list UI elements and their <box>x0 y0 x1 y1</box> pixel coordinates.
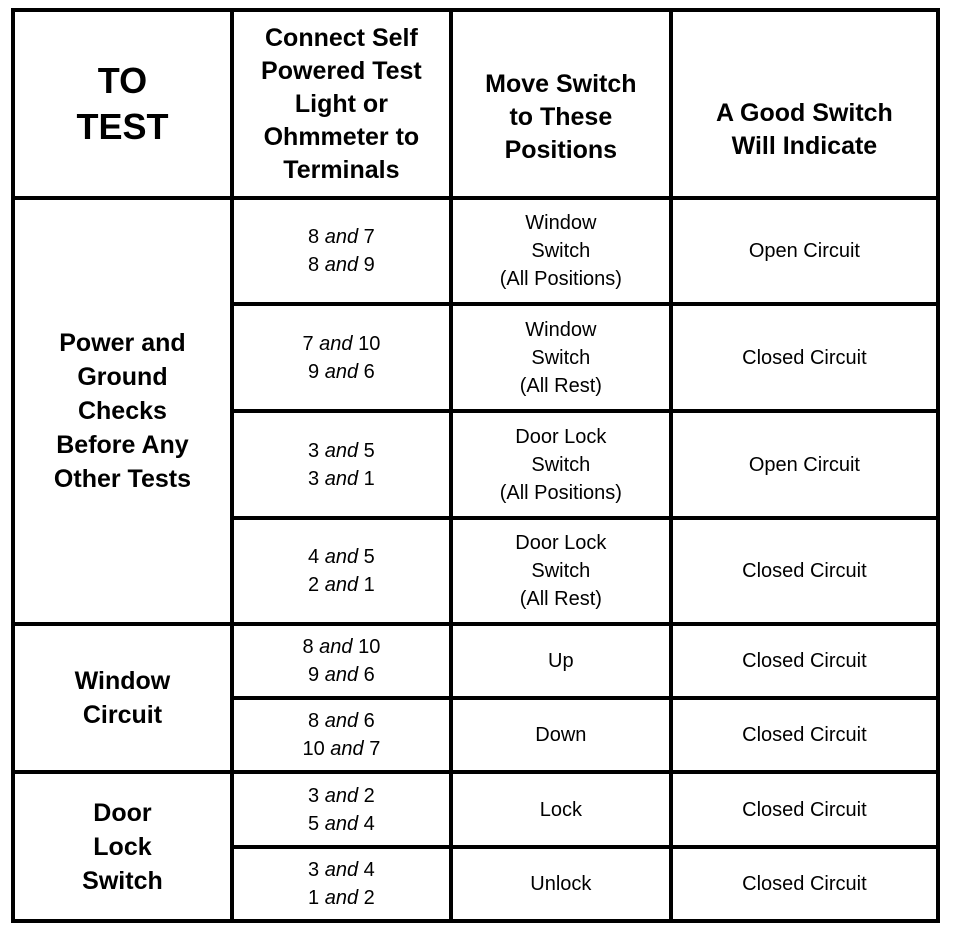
terminal-number: 1 <box>308 887 320 909</box>
terminal-pair <box>234 735 449 763</box>
result-cell: Closed Circuit <box>671 772 938 847</box>
terminals-cell <box>232 304 451 411</box>
terminal-number: 5 <box>363 439 375 462</box>
terminal-number: 8 <box>308 254 320 276</box>
and-word: and <box>324 664 359 686</box>
positions-cell <box>451 698 671 772</box>
terminal-number: 4 <box>363 812 375 835</box>
header-connect <box>232 10 451 198</box>
and-word: and <box>330 738 364 760</box>
positions-cell <box>451 518 671 624</box>
terminal-pair <box>234 437 449 465</box>
and-word: and <box>324 574 359 596</box>
terminal-pair <box>234 782 449 810</box>
terminal-pair <box>234 571 449 599</box>
test-group-label <box>13 624 232 772</box>
terminal-pair <box>234 707 449 735</box>
and-word: and <box>324 710 359 732</box>
terminal-number: 10 <box>302 738 325 760</box>
test-group-label <box>13 772 232 921</box>
header-move <box>451 10 671 198</box>
group-label-line: Before Any <box>56 431 189 459</box>
and-word: and <box>324 439 359 462</box>
and-word: and <box>324 546 359 568</box>
header-line: TEST <box>76 106 169 147</box>
position-line: Switch <box>531 346 591 369</box>
terminal-pair <box>234 251 449 279</box>
position-line: (All Rest) <box>519 374 602 397</box>
terminal-pair <box>234 633 449 661</box>
header-line: to These <box>509 102 613 131</box>
position-line: Switch <box>531 240 591 262</box>
terminal-number: 2 <box>363 784 375 807</box>
test-group-label <box>13 198 232 624</box>
positions-cell <box>451 198 671 304</box>
header-indicate <box>671 10 938 198</box>
terminals-cell <box>232 698 451 772</box>
terminal-number: 2 <box>308 574 320 596</box>
terminal-pair <box>234 358 449 386</box>
and-word: and <box>324 360 359 383</box>
terminal-number: 6 <box>363 710 375 732</box>
header-to-test <box>13 10 232 198</box>
terminal-number: 6 <box>363 664 375 686</box>
position-line: Unlock <box>530 873 592 895</box>
result-cell: Closed Circuit <box>671 518 938 624</box>
terminal-number: 9 <box>308 360 320 383</box>
and-word: and <box>324 859 359 881</box>
terminal-pair <box>234 810 449 838</box>
terminals-cell <box>232 847 451 921</box>
result-cell: Closed Circuit <box>671 624 938 698</box>
position-line: Window <box>525 212 597 234</box>
and-word: and <box>319 332 353 355</box>
group-label-line: Window <box>74 667 171 695</box>
header-row <box>13 10 938 198</box>
terminal-pair <box>234 856 449 884</box>
group-label-line: Lock <box>93 832 152 861</box>
and-word: and <box>319 636 353 658</box>
position-line: (All Rest) <box>519 588 602 610</box>
positions-cell <box>451 847 671 921</box>
position-line: Down <box>535 724 587 746</box>
header-line: Powered Test <box>261 56 422 85</box>
terminal-number: 3 <box>308 439 320 462</box>
terminal-number: 8 <box>308 710 320 732</box>
and-word: and <box>324 784 359 807</box>
terminal-pair <box>234 330 449 358</box>
terminal-pair <box>234 465 449 493</box>
terminal-number: 7 <box>302 332 314 355</box>
terminal-number: 3 <box>308 784 320 807</box>
terminals-cell <box>232 198 451 304</box>
terminal-number: 1 <box>363 467 375 490</box>
switch-test-table <box>11 8 940 923</box>
and-word: and <box>324 254 359 276</box>
result-cell: Open Circuit <box>671 198 938 304</box>
positions-cell <box>451 772 671 847</box>
result-cell: Closed Circuit <box>671 304 938 411</box>
group-label-line: Ground <box>77 363 168 391</box>
table-body <box>13 198 938 921</box>
position-line: Lock <box>539 798 582 821</box>
result-cell: Open Circuit <box>671 411 938 518</box>
position-line: Window <box>525 318 597 341</box>
terminal-pair <box>234 223 449 251</box>
group-label-line: Circuit <box>82 701 163 729</box>
header-line: Ohmmeter to <box>263 122 420 151</box>
terminal-number: 8 <box>308 226 320 248</box>
terminal-number: 5 <box>363 546 375 568</box>
group-label-line: Checks <box>77 397 167 425</box>
table-row <box>13 624 938 698</box>
result-cell: Closed Circuit <box>671 698 938 772</box>
terminal-number: 7 <box>363 226 375 248</box>
terminal-number: 1 <box>363 574 375 596</box>
header-line: TO <box>97 60 148 101</box>
positions-cell <box>451 411 671 518</box>
position-line: Switch <box>531 453 591 476</box>
result-cell: Closed Circuit <box>671 847 938 921</box>
position-line: (All Positions) <box>499 268 622 290</box>
terminal-number: 4 <box>308 546 320 568</box>
position-line: Door Lock <box>515 532 607 554</box>
header-line: Move Switch <box>485 69 637 98</box>
and-word: and <box>324 887 359 909</box>
and-word: and <box>324 226 359 248</box>
header-line: Will Indicate <box>731 132 878 160</box>
terminal-number: 9 <box>363 254 375 276</box>
and-word: and <box>324 467 359 490</box>
terminal-number: 10 <box>358 332 381 355</box>
terminal-number: 2 <box>363 887 375 909</box>
terminals-cell <box>232 772 451 847</box>
header-line: Positions <box>504 135 618 164</box>
group-label-line: Power and <box>59 329 186 357</box>
terminal-number: 10 <box>358 636 381 658</box>
terminals-cell <box>232 624 451 698</box>
group-label-line: Switch <box>82 866 163 895</box>
position-line: Up <box>548 650 574 672</box>
terminal-number: 5 <box>308 812 320 835</box>
terminal-number: 4 <box>363 859 375 881</box>
header-line: A Good Switch <box>715 99 893 127</box>
terminal-pair <box>234 884 449 912</box>
header-line: Connect Self <box>265 23 418 52</box>
header-line: Terminals <box>283 155 400 184</box>
terminal-pair <box>234 543 449 571</box>
and-word: and <box>324 812 359 835</box>
positions-cell <box>451 624 671 698</box>
terminal-number: 3 <box>308 859 320 881</box>
terminal-number: 7 <box>369 738 381 760</box>
terminal-pair <box>234 661 449 689</box>
terminal-number: 8 <box>302 636 314 658</box>
table-row <box>13 198 938 304</box>
table-row <box>13 772 938 847</box>
group-label-line: Other Tests <box>53 465 191 493</box>
header-line: Light or <box>294 89 388 118</box>
position-line: (All Positions) <box>499 481 622 504</box>
terminals-cell <box>232 518 451 624</box>
terminal-number: 6 <box>363 360 375 383</box>
positions-cell <box>451 304 671 411</box>
position-line: Door Lock <box>515 425 607 448</box>
terminal-number: 9 <box>308 664 320 686</box>
group-label-line: Door <box>93 798 152 827</box>
terminal-number: 3 <box>308 467 320 490</box>
terminals-cell <box>232 411 451 518</box>
position-line: Switch <box>531 560 591 582</box>
